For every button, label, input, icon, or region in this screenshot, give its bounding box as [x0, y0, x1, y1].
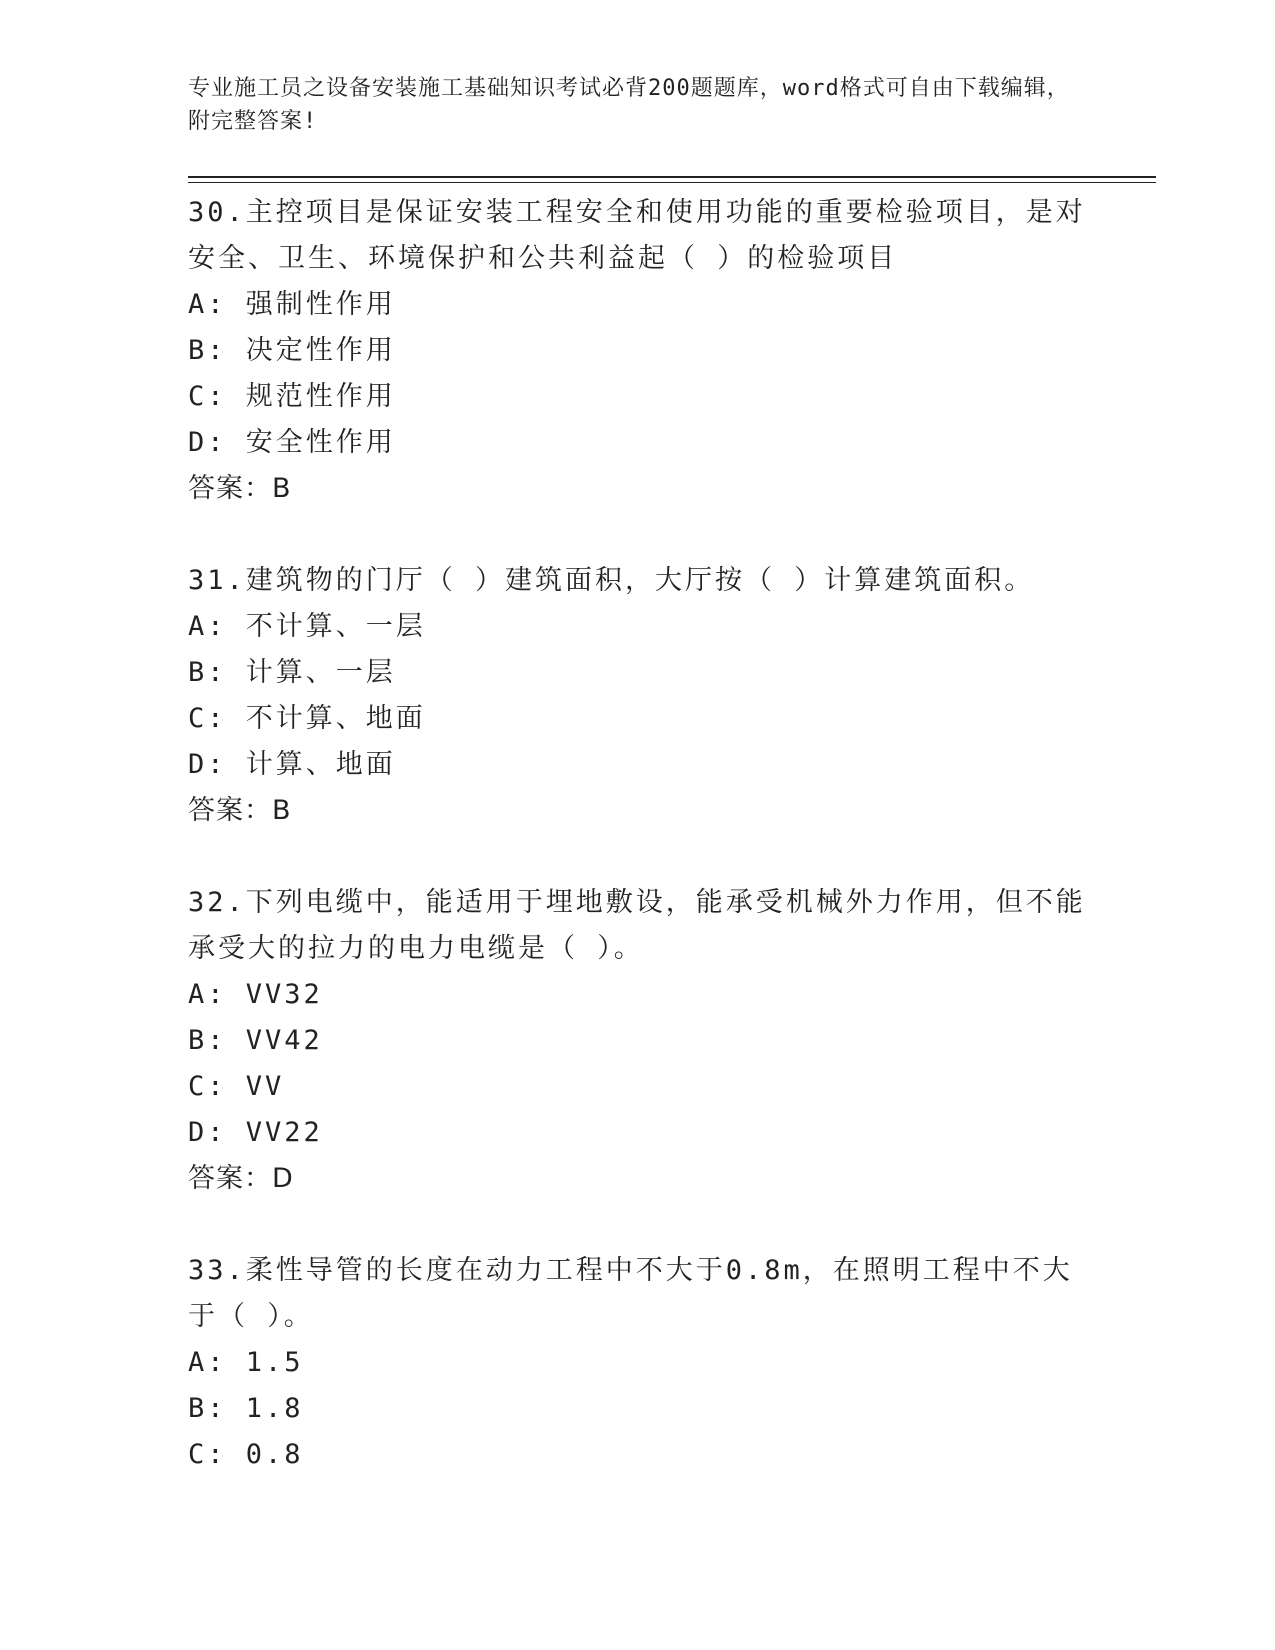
option-a: A: 1.5 [188, 1347, 304, 1378]
question-stem: 32.下列电缆中，能适用于埋地敷设，能承受机械外力作用，但不能承受大的拉力的电力电缆是（ ）。 [188, 887, 1086, 964]
option-c: C: 不计算、地面 [188, 703, 426, 734]
option-d: D: VV22 [188, 1117, 323, 1148]
option-c: C: VV [188, 1071, 285, 1102]
header-divider-thick [188, 176, 1156, 178]
question-list [188, 190, 1088, 1524]
question-stem: 33.柔性导管的长度在动力工程中不大于0.8m，在照明工程中不大于（ ）。 [188, 1255, 1073, 1332]
option-c: C: 0.8 [188, 1439, 304, 1470]
document-header: 专业施工员之设备安装施工基础知识考试必背200题题库，word格式可自由下载编辑，附完整答案! [188, 76, 1070, 134]
question-stem: 30.主控项目是保证安装工程安全和使用功能的重要检验项目，是对安全、卫生、环境保护和公共利益起（ ）的检验项目 [188, 197, 1086, 274]
option-a: A: VV32 [188, 979, 323, 1010]
option-d: D: 安全性作用 [188, 427, 396, 458]
answer-line: 答案：B [188, 473, 292, 504]
option-a: A: 强制性作用 [188, 289, 396, 320]
answer-line: 答案：B [188, 795, 292, 826]
option-b: B: 计算、一层 [188, 657, 396, 688]
question-32 [188, 880, 1088, 1202]
header-divider-thin [188, 182, 1156, 183]
question-33 [188, 1248, 1088, 1478]
question-stem: 31.建筑物的门厅（ ）建筑面积，大厅按（ ）计算建筑面积。 [188, 565, 1035, 596]
question-30 [188, 190, 1088, 512]
question-31 [188, 558, 1088, 834]
option-a: A: 不计算、一层 [188, 611, 426, 642]
option-c: C: 规范性作用 [188, 381, 396, 412]
option-b: B: 1.8 [188, 1393, 304, 1424]
option-b: B: 决定性作用 [188, 335, 396, 366]
option-b: B: VV42 [188, 1025, 323, 1056]
answer-line: 答案：D [188, 1163, 294, 1194]
option-d: D: 计算、地面 [188, 749, 396, 780]
